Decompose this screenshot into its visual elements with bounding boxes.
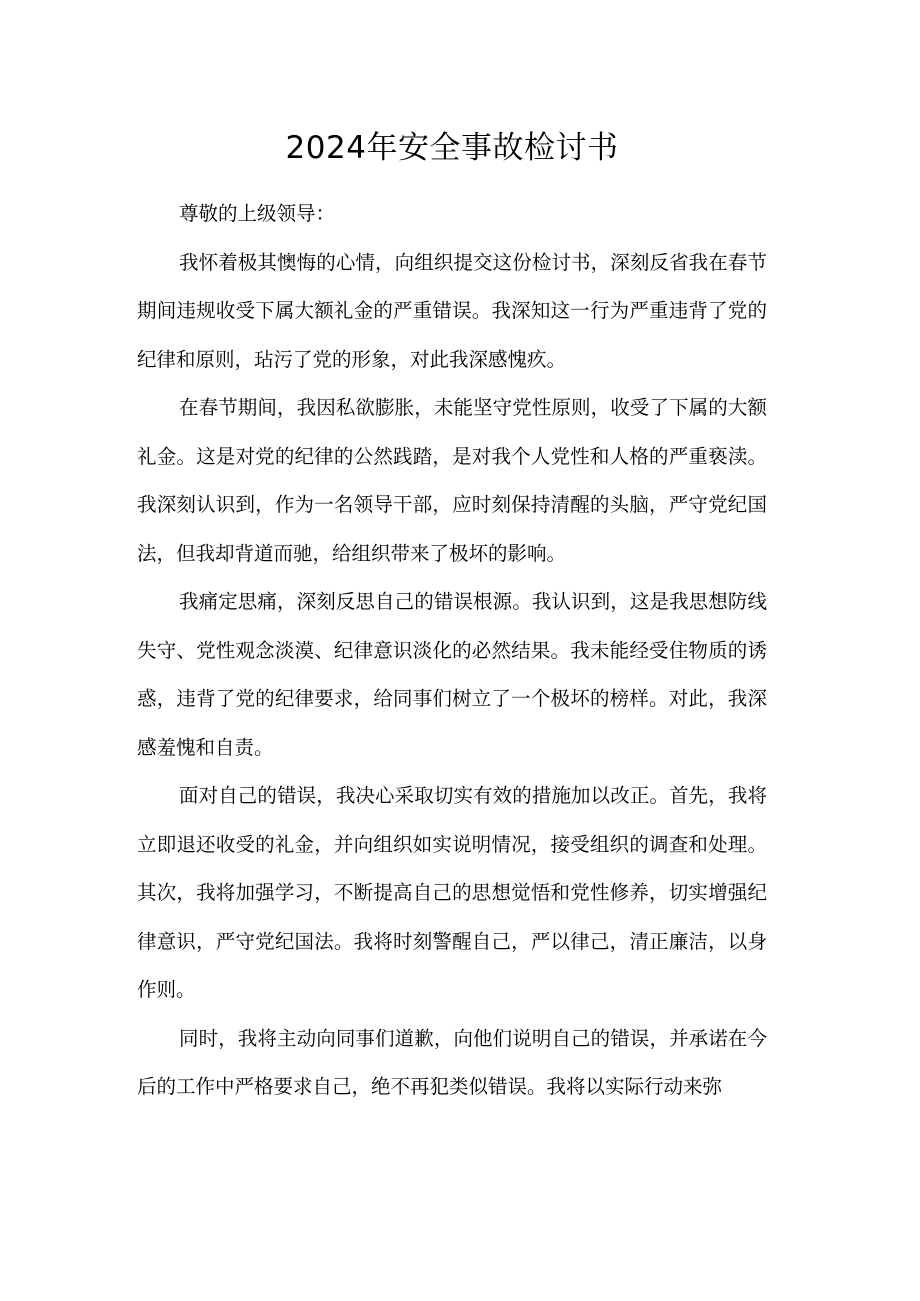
- paragraph-2: 在春节期间，我因私欲膨胀，未能坚守党性原则，收受了下属的大额礼金。这是对党的纪律的公然践踏，是对我个人党性和人格的严重亵渎。我深刻认识到，作为一名领导干部，应时刻保持清醒的头脑，严守党纪国法，但我却背道而驰，给组织带来了极坏的影响。: [137, 396, 767, 565]
- document-body: [137, 190, 767, 1112]
- paragraph-3: 我痛定思痛，深刻反思自己的错误根源。我认识到，这是我思想防线失守、党性观念淡漠、纪律意识淡化的必然结果。我未能经受住物质的诱惑，违背了党的纪律要求，给同事们树立了一个极坏的榜样。对此，我深感羞愧和自责。: [137, 590, 767, 759]
- paragraph-4: 面对自己的错误，我决心采取切实有效的措施加以改正。首先，我将立即退还收受的礼金，并向组织如实说明情况，接受组织的调查和处理。其次，我将加强学习，不断提高自己的思想觉悟和党性修养，切实增强纪律意识，严守党纪国法。我将时刻警醒自己，严以律己，清正廉洁，以身作则。: [137, 784, 767, 1001]
- paragraph-5: 同时，我将主动向同事们道歉，向他们说明自己的错误，并承诺在今后的工作中严格要求自己，绝不再犯类似错误。我将以实际行动来弥: [137, 1026, 767, 1098]
- salutation: 尊敬的上级领导：: [179, 202, 336, 225]
- paragraph-1: 我怀着极其懊悔的心情，向组织提交这份检讨书，深刻反省我在春节期间违规收受下属大额礼金的严重错误。我深知这一行为严重违背了党的纪律和原则，玷污了党的形象，对此我深感愧疚。: [137, 250, 767, 371]
- document-title: 2024年安全事故检讨书: [285, 130, 619, 166]
